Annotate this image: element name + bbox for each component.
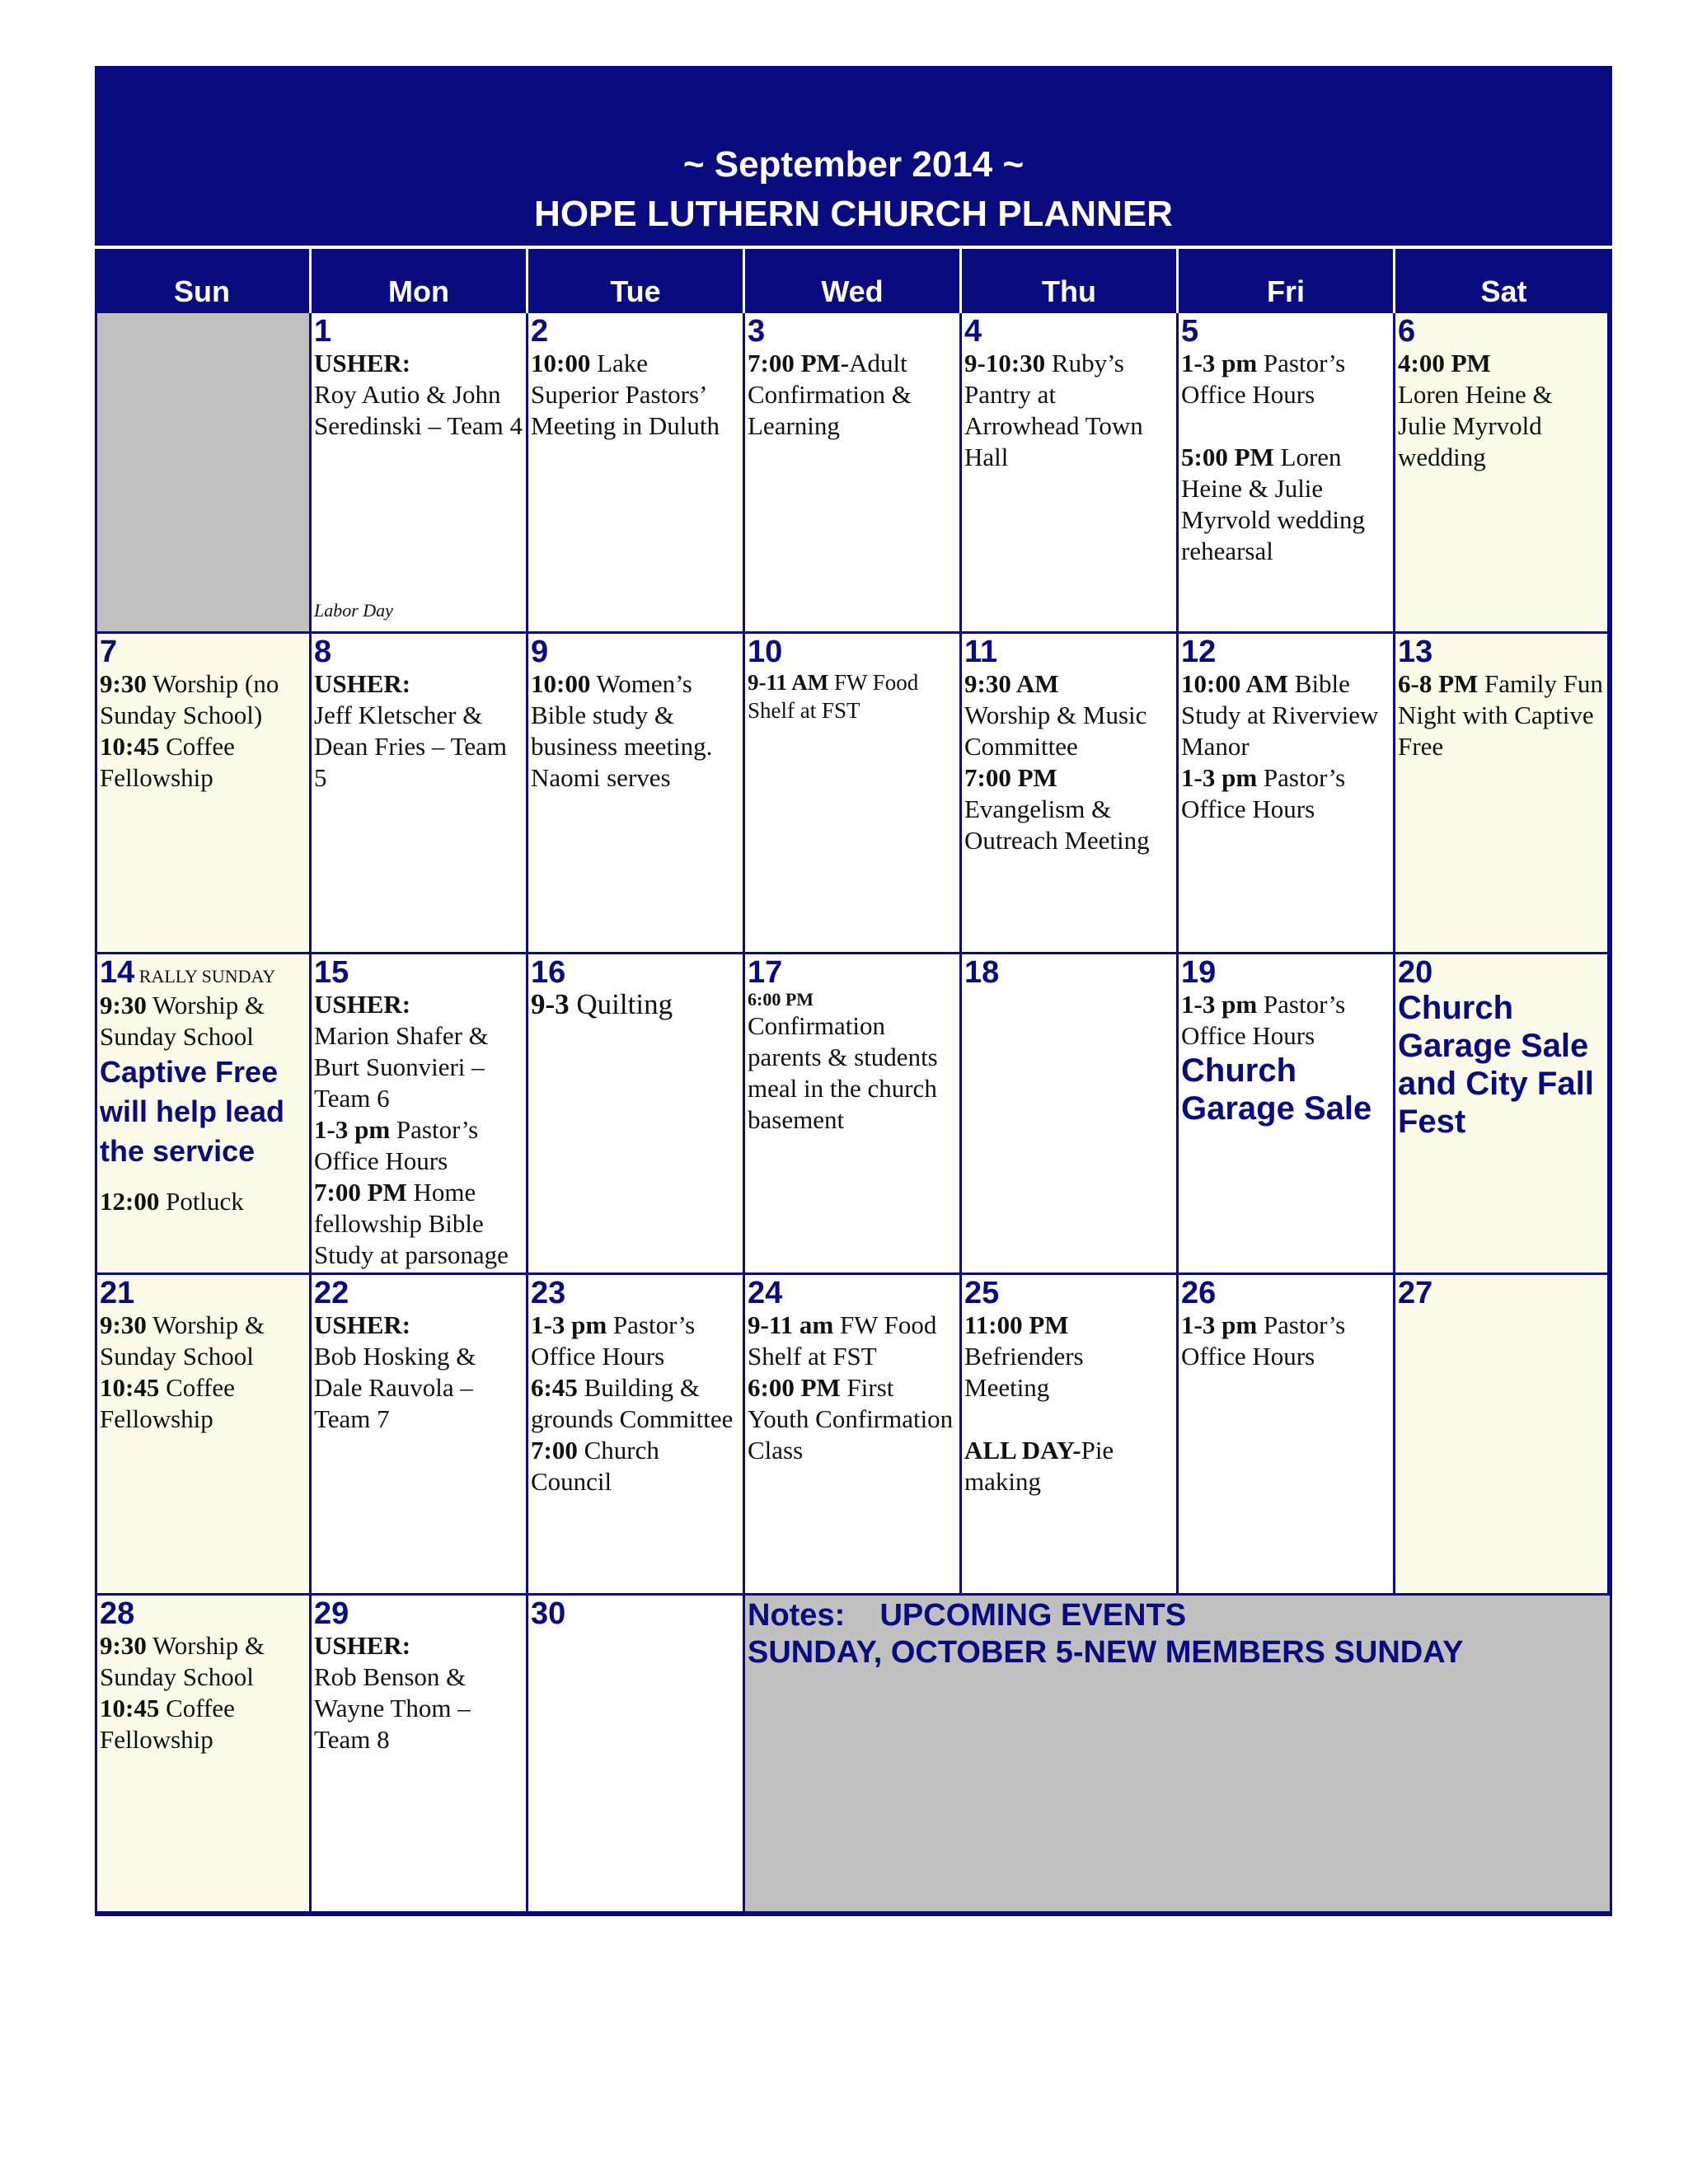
event-time: 5:00 PM bbox=[1181, 443, 1274, 471]
event-desc: Pastor’s Office Hours bbox=[1181, 349, 1346, 409]
day-number: 26 bbox=[1181, 1276, 1217, 1310]
day-number: 10 bbox=[748, 635, 783, 669]
day-number: 1 bbox=[314, 314, 332, 349]
day-number: 20 bbox=[1398, 955, 1433, 990]
event-desc: Building & grounds Committee bbox=[531, 1373, 734, 1433]
day-cell-3[interactable] bbox=[745, 313, 962, 634]
event-desc: FW Food Shelf at FST bbox=[748, 1310, 937, 1371]
day-number: 11 bbox=[964, 635, 998, 669]
day-cell-13[interactable] bbox=[1395, 634, 1610, 954]
notes-event: SUNDAY, OCTOBER 5-NEW MEMBERS SUNDAY bbox=[748, 1635, 1464, 1670]
day-cell-28[interactable] bbox=[97, 1596, 312, 1914]
day-cell-16[interactable] bbox=[528, 954, 745, 1275]
event-text bbox=[100, 1630, 307, 1693]
day-number: 19 bbox=[1181, 955, 1217, 990]
empty-day-cell bbox=[97, 313, 312, 634]
usher-names: Bob Hosking & Dale Rauvola – Team 7 bbox=[314, 1342, 476, 1433]
day-cell-30[interactable] bbox=[528, 1596, 745, 1914]
day-number: 30 bbox=[531, 1596, 566, 1631]
event-text bbox=[531, 348, 740, 442]
event-time: 6:45 bbox=[531, 1373, 578, 1402]
day-number: 29 bbox=[314, 1596, 349, 1631]
day-number: 18 bbox=[964, 955, 1000, 990]
day-cell-11[interactable] bbox=[962, 634, 1179, 954]
usher-label: USHER: bbox=[314, 1631, 411, 1660]
event-time: 9:30 AM bbox=[964, 669, 1059, 698]
weekday-thu: Thu bbox=[962, 249, 1179, 313]
usher-label: USHER: bbox=[314, 349, 411, 377]
day-cell-9[interactable] bbox=[528, 634, 745, 954]
event-desc: Worship & Sunday School bbox=[100, 1310, 265, 1371]
day-cell-24[interactable] bbox=[745, 1275, 962, 1596]
day-cell-20[interactable] bbox=[1395, 954, 1610, 1275]
event-time: 1-3 pm bbox=[1181, 763, 1258, 792]
event-text bbox=[748, 348, 957, 442]
event-desc: First Youth Confirmation Class bbox=[748, 1373, 954, 1465]
event-text bbox=[531, 1372, 740, 1435]
event-desc: Pastor’s Office Hours bbox=[531, 1310, 696, 1371]
event-time: 7:00 PM- bbox=[748, 349, 850, 377]
highlight-text: Church Garage Sale and City Fall Fest bbox=[1398, 990, 1594, 1140]
event-text bbox=[531, 668, 740, 794]
day-cell-15[interactable] bbox=[312, 954, 528, 1275]
day-cell-8[interactable] bbox=[312, 634, 528, 954]
event-desc: Church Council bbox=[531, 1436, 659, 1496]
day-number: 17 bbox=[748, 955, 783, 990]
month-title: ~ September 2014 ~ bbox=[682, 144, 1025, 185]
day-cell-26[interactable] bbox=[1179, 1275, 1395, 1596]
event-desc: Loren Heine & Julie Myrvold wedding rehearsal bbox=[1181, 443, 1366, 565]
event-desc: Home fellowship Bible Study at parsonage bbox=[314, 1178, 509, 1269]
event-desc: Family Fun Night with Captive Free bbox=[1398, 669, 1603, 761]
event-time: 10:45 bbox=[100, 732, 160, 761]
weekday-fri: Fri bbox=[1179, 249, 1395, 313]
event-desc: FW Food Shelf at FST bbox=[748, 670, 919, 723]
event-time: 9-11 am bbox=[748, 1310, 834, 1339]
day-number: 4 bbox=[964, 314, 982, 349]
event-time: 1-3 pm bbox=[314, 1115, 391, 1144]
day-cell-25[interactable] bbox=[962, 1275, 1179, 1596]
day-number: 2 bbox=[531, 314, 549, 349]
event-desc: Pastor’s Office Hours bbox=[314, 1115, 479, 1175]
day-cell-4[interactable] bbox=[962, 313, 1179, 634]
event-time: 9:30 bbox=[100, 1631, 147, 1660]
event-desc: Worship (no Sunday School) bbox=[100, 669, 279, 729]
event-time: 1-3 pm bbox=[1181, 990, 1258, 1019]
day-number: 28 bbox=[100, 1596, 135, 1631]
event-text bbox=[314, 1114, 523, 1177]
day-cell-22[interactable] bbox=[312, 1275, 528, 1596]
event-text bbox=[748, 668, 957, 724]
day-number: 9 bbox=[531, 635, 549, 669]
event-text bbox=[964, 348, 1174, 473]
event-text bbox=[964, 1435, 1174, 1497]
calendar bbox=[95, 66, 1612, 1916]
event-text bbox=[100, 1693, 307, 1755]
day-cell-5[interactable] bbox=[1179, 313, 1395, 634]
event-time: 6-8 PM bbox=[1398, 669, 1479, 698]
weekday-wed: Wed bbox=[745, 249, 962, 313]
event-time: 7:00 PM bbox=[964, 763, 1057, 792]
day-number: 23 bbox=[531, 1276, 566, 1310]
event-text bbox=[531, 989, 740, 1020]
notes-box bbox=[745, 1596, 1610, 1914]
holiday-label: Labor Day bbox=[314, 600, 393, 621]
event-desc: Potluck bbox=[159, 1187, 244, 1216]
event-text bbox=[748, 1372, 957, 1466]
event-time: 6:00 PM bbox=[748, 989, 814, 1010]
event-time: 9-11 AM bbox=[748, 670, 829, 695]
usher-names: Roy Autio & John Seredinski – Team 4 bbox=[314, 380, 523, 440]
weekday-sun: Sun bbox=[95, 249, 312, 313]
event-time: 9:30 bbox=[100, 1310, 147, 1339]
event-text bbox=[1181, 668, 1390, 762]
event-time: 9:30 bbox=[100, 991, 147, 1019]
event-desc: Pastor’s Office Hours bbox=[1181, 763, 1346, 823]
event-time: 10:00 bbox=[531, 349, 591, 377]
day-number: 27 bbox=[1398, 1276, 1433, 1310]
event-text bbox=[1398, 668, 1605, 762]
event-desc: Coffee Fellowship bbox=[100, 732, 235, 792]
event-desc: Pastor’s Office Hours bbox=[1181, 1310, 1346, 1371]
event-time: 1-3 pm bbox=[531, 1310, 607, 1339]
usher-names: Jeff Kletscher & Dean Fries – Team 5 bbox=[314, 701, 507, 792]
day-number: 15 bbox=[314, 955, 349, 990]
day-number: 25 bbox=[964, 1276, 1000, 1310]
event-text bbox=[748, 1310, 957, 1372]
usher-names: Marion Shafer & Burt Suonvieri – Team 6 bbox=[314, 1021, 489, 1113]
planner-title: HOPE LUTHERN CHURCH PLANNER bbox=[534, 194, 1173, 234]
weekday-mon: Mon bbox=[312, 249, 528, 313]
day-cell-2[interactable] bbox=[528, 313, 745, 634]
event-text bbox=[1181, 1310, 1390, 1372]
event-text bbox=[1181, 762, 1390, 825]
day-number: 12 bbox=[1181, 635, 1217, 669]
day-cell-21[interactable] bbox=[97, 1275, 312, 1596]
event-text bbox=[314, 1177, 523, 1271]
usher-names: Rob Benson & Wayne Thom – Team 8 bbox=[314, 1662, 471, 1754]
event-time: 9:30 bbox=[100, 669, 147, 698]
event-desc: Adult Confirmation & Learning bbox=[748, 349, 912, 440]
event-text bbox=[531, 1435, 740, 1497]
day-number: 7 bbox=[100, 635, 118, 669]
notes-heading: Notes: UPCOMING EVENTS bbox=[748, 1598, 1187, 1633]
event-time: 9-3 bbox=[531, 988, 570, 1020]
event-time: 9-10:30 bbox=[964, 349, 1046, 377]
event-time: 11:00 PM bbox=[964, 1310, 1069, 1339]
event-desc: Confirmation parents & students meal in the church basement bbox=[748, 1011, 938, 1134]
event-time: 1-3 pm bbox=[1181, 1310, 1258, 1339]
usher-label: USHER: bbox=[314, 1310, 411, 1339]
day-cell-12[interactable] bbox=[1179, 634, 1395, 954]
event-time: 1-3 pm bbox=[1181, 349, 1258, 377]
event-desc: Bible Study at Riverview Manor bbox=[1181, 669, 1379, 761]
calendar-header bbox=[95, 66, 1612, 246]
day-cell-17[interactable] bbox=[745, 954, 962, 1275]
day-cell-1[interactable] bbox=[312, 313, 528, 634]
highlight-text: Captive Free will help lead the service bbox=[100, 1055, 285, 1168]
event-desc: Befrienders Meeting bbox=[964, 1342, 1084, 1402]
event-time: 4:00 PM bbox=[1398, 349, 1491, 377]
rally-sunday-tag: RALLY SUNDAY bbox=[134, 966, 276, 987]
event-desc: Lake Superior Pastors’ Meeting in Duluth bbox=[531, 349, 720, 440]
weekday-tue: Tue bbox=[528, 249, 745, 313]
day-number: 5 bbox=[1181, 314, 1199, 349]
event-text bbox=[1181, 442, 1390, 567]
day-number: 8 bbox=[314, 635, 332, 669]
day-cell-23[interactable] bbox=[528, 1275, 745, 1596]
day-number: 13 bbox=[1398, 635, 1433, 669]
usher-label: USHER: bbox=[314, 990, 411, 1019]
event-time: 12:00 bbox=[100, 1187, 160, 1216]
day-cell-10[interactable] bbox=[745, 634, 962, 954]
day-cell-14[interactable] bbox=[97, 954, 312, 1275]
event-text bbox=[531, 1310, 740, 1372]
event-time: 10:00 bbox=[531, 669, 591, 698]
event-desc: Coffee Fellowship bbox=[100, 1694, 235, 1754]
event-text bbox=[1181, 348, 1390, 410]
event-text bbox=[100, 668, 307, 731]
day-cell-7[interactable] bbox=[97, 634, 312, 954]
event-desc: Loren Heine & Julie Myrvold wedding bbox=[1398, 380, 1553, 471]
event-desc: Ruby’s Pantry at Arrowhead Town Hall bbox=[964, 349, 1143, 471]
usher-label: USHER: bbox=[314, 669, 411, 698]
event-desc: Women’s Bible study & business meeting. Naomi serves bbox=[531, 669, 713, 792]
event-text bbox=[100, 731, 307, 794]
event-time: ALL DAY- bbox=[964, 1436, 1081, 1465]
event-desc: Evangelism & Outreach Meeting bbox=[964, 794, 1150, 855]
day-cell-29[interactable] bbox=[312, 1596, 528, 1914]
event-desc: Worship & Sunday School bbox=[100, 991, 265, 1051]
event-desc: Coffee Fellowship bbox=[100, 1373, 235, 1433]
day-number: 16 bbox=[531, 955, 566, 990]
event-desc: Worship & Music Committee bbox=[964, 701, 1147, 761]
event-time: 7:00 bbox=[531, 1436, 578, 1465]
event-text bbox=[100, 1372, 307, 1435]
day-number: 22 bbox=[314, 1276, 349, 1310]
day-number: 6 bbox=[1398, 314, 1416, 349]
day-number: 3 bbox=[748, 314, 766, 349]
event-time: 10:00 AM bbox=[1181, 669, 1289, 698]
event-desc: Pie making bbox=[964, 1436, 1114, 1496]
event-text bbox=[100, 990, 307, 1052]
day-number: 21 bbox=[100, 1276, 135, 1310]
event-time: 7:00 PM bbox=[314, 1178, 407, 1207]
day-number: 14 bbox=[100, 955, 135, 990]
day-cell-18[interactable] bbox=[962, 954, 1179, 1275]
event-time: 10:45 bbox=[100, 1373, 160, 1402]
day-number: 24 bbox=[748, 1276, 783, 1310]
event-text bbox=[100, 1186, 307, 1217]
day-cell-27[interactable] bbox=[1395, 1275, 1610, 1596]
event-desc: Quilting bbox=[569, 988, 673, 1020]
event-desc: Pastor’s Office Hours bbox=[1181, 990, 1346, 1050]
event-desc: Worship & Sunday School bbox=[100, 1631, 265, 1691]
event-time: 6:00 PM bbox=[748, 1373, 841, 1402]
highlight-text: Church Garage Sale bbox=[1181, 1052, 1372, 1127]
event-text bbox=[100, 1310, 307, 1372]
event-time: 10:45 bbox=[100, 1694, 160, 1722]
day-cell-6[interactable] bbox=[1395, 313, 1610, 634]
event-text bbox=[1181, 989, 1390, 1052]
weekday-sat: Sat bbox=[1480, 274, 1527, 308]
day-cell-19[interactable] bbox=[1179, 954, 1395, 1275]
